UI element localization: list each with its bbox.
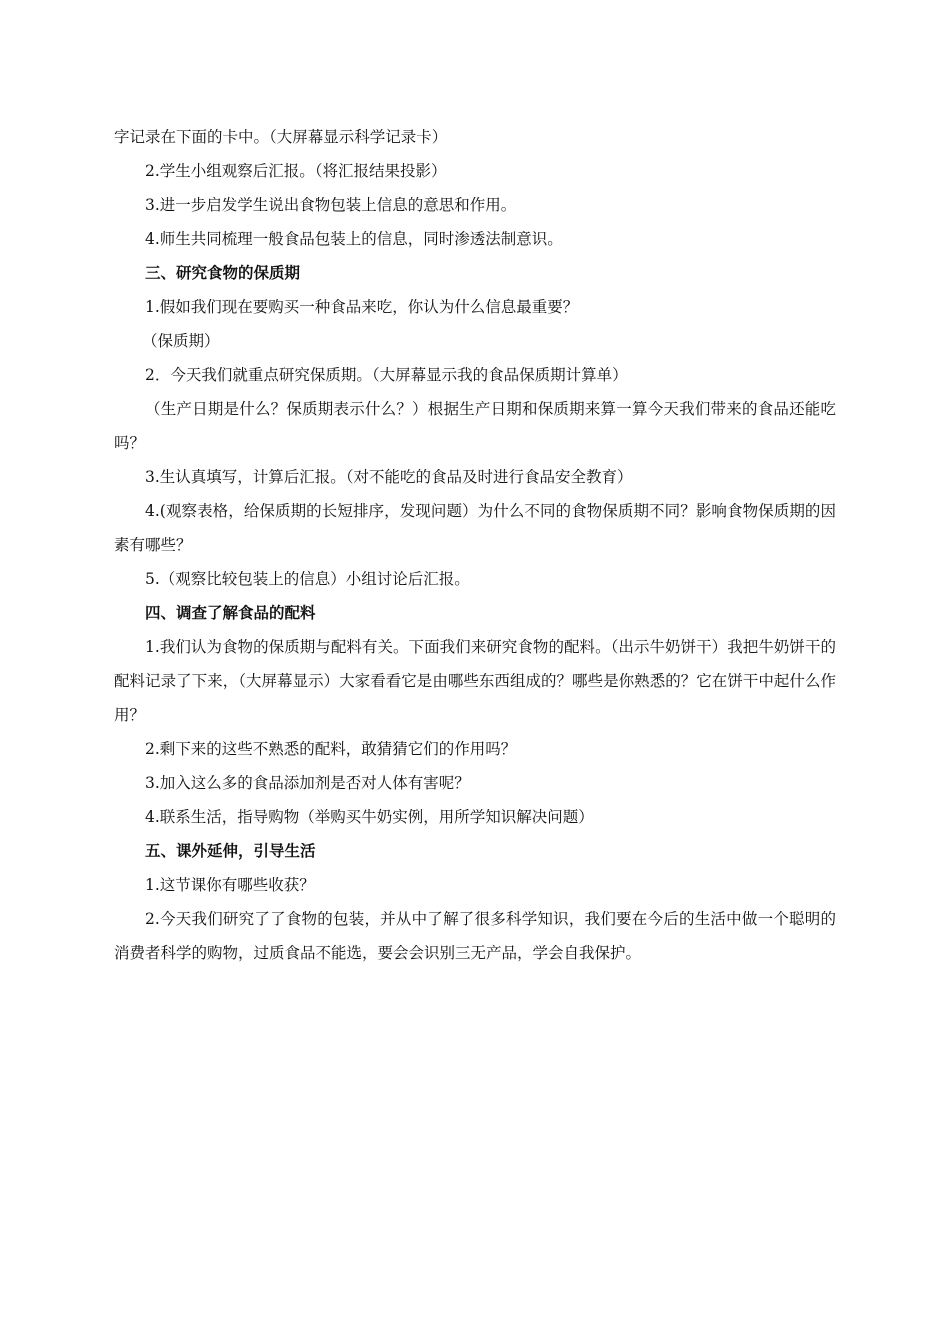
paragraph-s3-step-5: 5.（观察比较包装上的信息）小组讨论后汇报。 bbox=[145, 570, 470, 588]
paragraph-s4-step-3: 3.加入这么多的食品添加剂是否对人体有害呢？ bbox=[145, 774, 470, 792]
document-body bbox=[114, 120, 836, 970]
paragraph-s3-step-2: 2．今天我们就重点研究保质期。（大屏幕显示我的食品保质期计算单） bbox=[145, 366, 628, 384]
paragraph-s3-step-1: 1.假如我们现在要购买一种食品来吃，你认为什么信息最重要？ bbox=[145, 298, 579, 316]
paragraph-step-3: 3.进一步启发学生说出食物包装上信息的意思和作用。 bbox=[145, 196, 517, 214]
paragraph-s3-step-3: 3.生认真填写，计算后汇报。（对不能吃的食品及时进行食品安全教育） bbox=[145, 468, 633, 486]
paragraph-s4-step-1: 1.我们认为食物的保质期与配料有关。下面我们来研究食物的配料。（出示牛奶饼干）我把牛奶饼干的配料记录了下来，（大屏幕显示）大家看看它是由哪些东西组成的？哪些是你熟悉的？它在饼干中起什么作用？ bbox=[114, 638, 836, 724]
paragraph-step-4: 4.师生共同梳理一般食品包装上的信息，同时渗透法制意识。 bbox=[145, 230, 563, 248]
paragraph-s4-step-2: 2.剩下来的这些不熟悉的配料，敢猜猜它们的作用吗？ bbox=[145, 740, 517, 758]
section-heading-5: 五、课外延伸，引导生活 bbox=[145, 842, 316, 860]
paragraph-s3-step-4: 4.(观察表格，给保质期的长短排序，发现问题）为什么不同的食物保质期不同？影响食物保质期的因素有哪些？ bbox=[114, 502, 836, 554]
section-heading-3: 三、研究食物的保质期 bbox=[145, 264, 301, 282]
paragraph-continuation: 字记录在下面的卡中。（大屏幕显示科学记录卡） bbox=[114, 128, 448, 146]
paragraph-step-2: 2.学生小组观察后汇报。（将汇报结果投影） bbox=[145, 162, 447, 180]
paragraph-s4-step-4: 4.联系生活，指导购物（举购买牛奶实例，用所学知识解决问题） bbox=[145, 808, 594, 826]
section-heading-4: 四、调查了解食品的配料 bbox=[145, 604, 316, 622]
paragraph-s5-step-2: 2.今天我们研究了了食物的包装，并从中了解了很多科学知识，我们要在今后的生活中做一个聪明的消费者科学的购物，过质食品不能选，要会会识别三无产品，学会自我保护。 bbox=[114, 910, 836, 962]
paragraph-s3-answer: （保质期） bbox=[142, 332, 220, 350]
paragraph-s5-step-1: 1.这节课你有哪些收获？ bbox=[145, 876, 315, 894]
paragraph-s3-question: （生产日期是什么？保质期表示什么？）根据生产日期和保质期来算一算今天我们带来的食品还能吃吗？ bbox=[114, 400, 836, 452]
